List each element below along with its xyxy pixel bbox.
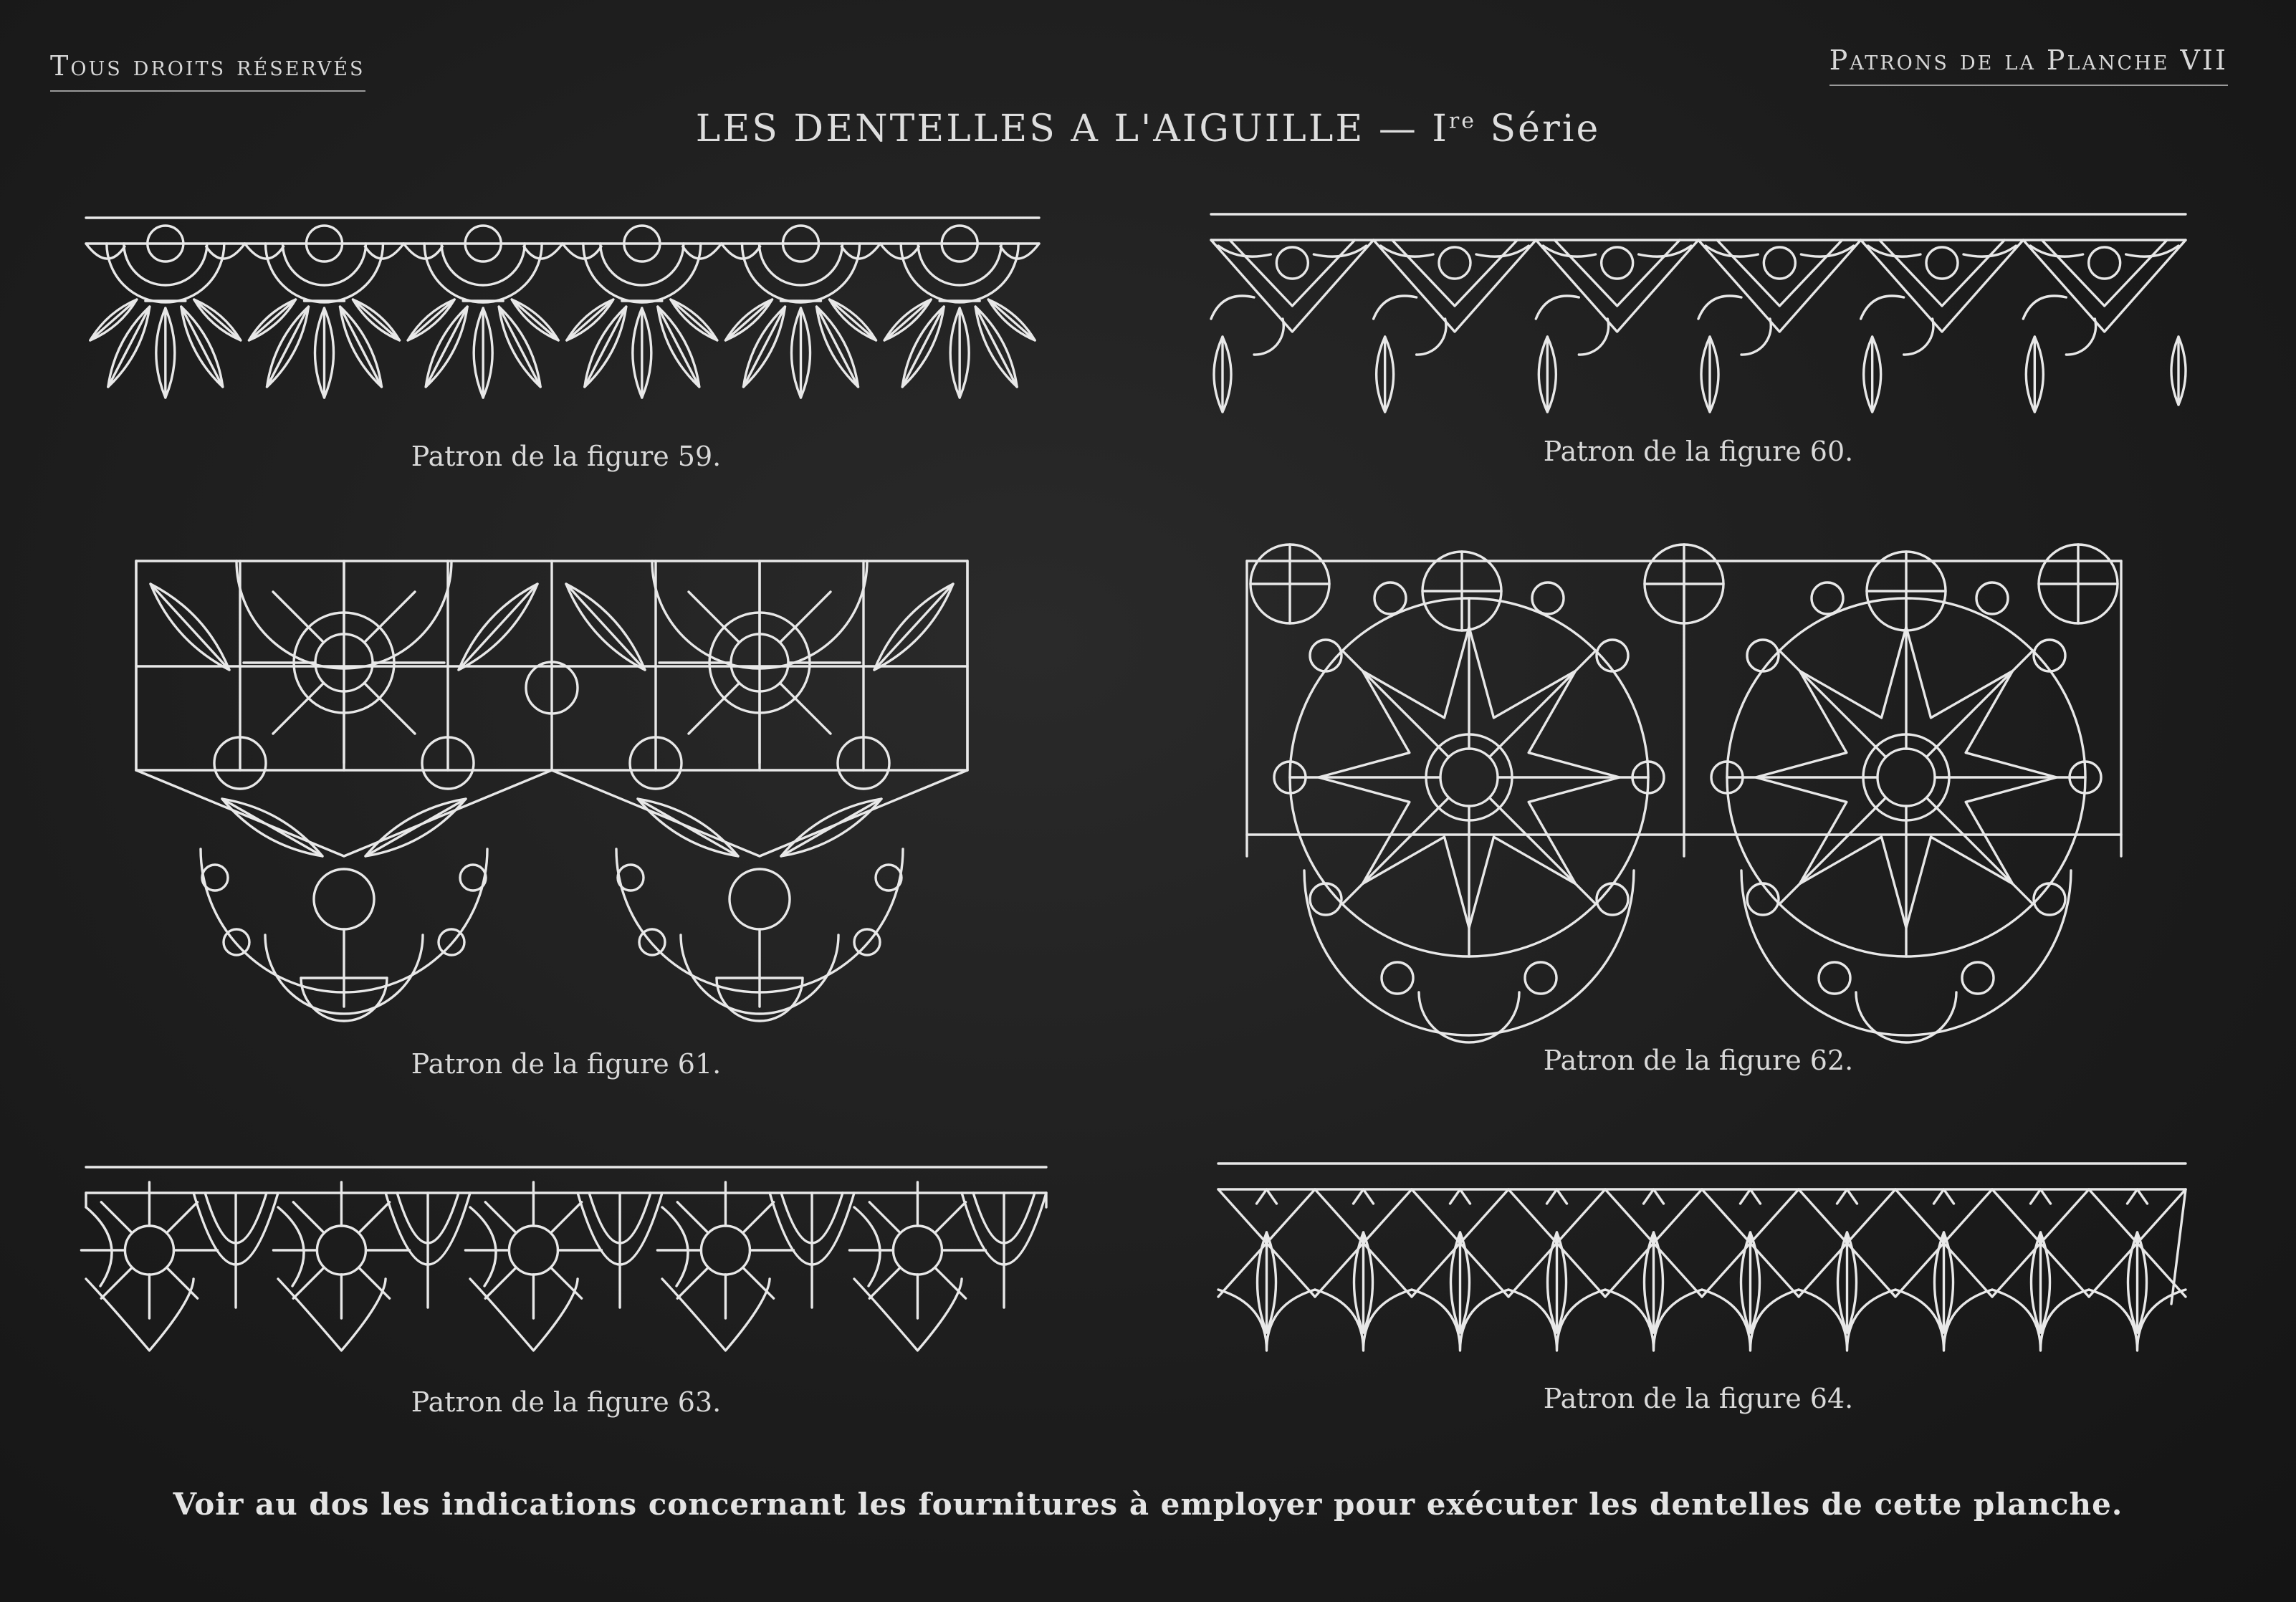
- lace-path: [1706, 246, 1758, 256]
- lace-path: [1644, 1189, 1664, 1204]
- lace-circle: [1382, 962, 1413, 994]
- page-title: [0, 107, 2296, 150]
- lace-line: [638, 799, 738, 856]
- lace-path: [1254, 319, 1283, 355]
- lace-circle: [1532, 582, 1564, 614]
- lace-line: [566, 584, 645, 670]
- lace-circle: [876, 865, 901, 891]
- lace-circle: [314, 869, 374, 929]
- lace-line: [353, 299, 400, 340]
- lace-path: [2031, 1189, 2051, 1204]
- title-superscript: re: [1448, 108, 1477, 134]
- lace-line: [1926, 797, 2032, 903]
- lace-line: [293, 1267, 324, 1298]
- lace-line: [884, 299, 931, 340]
- lace-path: [662, 1207, 688, 1286]
- lace-circle: [1602, 247, 1633, 279]
- lace-path: [880, 244, 919, 259]
- lace-path: [854, 1279, 962, 1351]
- lace-pattern-63: [86, 1164, 1053, 1372]
- lace-line: [150, 584, 229, 670]
- lace-line: [365, 799, 466, 856]
- lace-path: [662, 1279, 770, 1351]
- lace-path: [1354, 1189, 1374, 1204]
- lace-path: [278, 1279, 386, 1351]
- lace-path: [760, 244, 843, 285]
- lace-path: [2023, 296, 2066, 319]
- lace-circle: [730, 869, 790, 929]
- caption-figure-60: Patron de la figure 60.: [1543, 436, 1854, 467]
- lace-line: [364, 592, 415, 643]
- caption-figure-62: Patron de la figure 62.: [1543, 1045, 1854, 1076]
- lace-path: [441, 244, 525, 285]
- lace-path: [854, 1207, 880, 1286]
- lace-path: [1741, 1189, 1761, 1204]
- lace-path: [1837, 1189, 1857, 1204]
- lace-path: [1741, 319, 1771, 355]
- lace-line: [485, 1267, 516, 1298]
- lace-line: [1779, 797, 1885, 903]
- lace-pattern-62: [1247, 555, 2135, 1028]
- lace-line: [689, 592, 740, 643]
- lace-path: [1934, 1189, 1954, 1204]
- lace-line: [2171, 1189, 2186, 1304]
- lace-path: [2128, 1189, 2148, 1204]
- lace-path: [1374, 296, 1417, 319]
- lace-circle: [460, 865, 486, 891]
- title-suffix: Série: [1476, 107, 1601, 150]
- lace-path: [1801, 246, 1853, 256]
- lace-line: [101, 1267, 132, 1298]
- lace-line: [550, 1202, 581, 1233]
- lace-circle: [2089, 247, 2120, 279]
- lace-path: [683, 244, 722, 259]
- lace-path: [86, 244, 125, 259]
- lace-circle: [1812, 582, 1843, 614]
- lace-path: [722, 244, 760, 259]
- lace-line: [364, 683, 415, 734]
- lace-path: [283, 244, 366, 285]
- lace-path: [1543, 246, 1595, 256]
- lace-path: [206, 244, 245, 259]
- lace-line: [742, 1202, 773, 1233]
- lace-path: [245, 244, 284, 259]
- lace-path: [1861, 296, 1904, 319]
- title-main: LES DENTELLES A L'AIGUILLE — I: [695, 107, 1449, 150]
- lace-path: [1000, 244, 1039, 259]
- lace-line: [780, 592, 831, 643]
- lace-path: [1417, 319, 1446, 355]
- lace-line: [567, 299, 613, 340]
- lace-path: [1218, 246, 1271, 256]
- footer-note: Voir au dos les indications concernant les fournitures à employer pour exécuter les dentelles de cette planche.: [173, 1487, 2123, 1522]
- lace-path: [1450, 1189, 1470, 1204]
- lace-circle: [1764, 247, 1795, 279]
- lace-line: [249, 299, 296, 340]
- lace-line: [358, 1202, 389, 1233]
- lace-path: [403, 244, 442, 259]
- lace-circle: [1976, 582, 2008, 614]
- lace-line: [90, 299, 137, 340]
- lace-line: [726, 299, 772, 340]
- lace-line: [781, 799, 881, 856]
- lace-path: [1476, 246, 1529, 256]
- lace-path: [1639, 246, 1691, 256]
- lace-line: [1489, 797, 1595, 903]
- lace-circle: [1962, 962, 1994, 994]
- lace-path: [563, 244, 601, 259]
- lace-line: [988, 299, 1035, 340]
- lace-path: [2126, 246, 2178, 256]
- lace-path: [1579, 319, 1608, 355]
- caption-figure-61: Patron de la figure 61.: [411, 1048, 722, 1080]
- lace-line: [874, 584, 953, 670]
- rights-reserved-note: Tous droits réservés: [50, 50, 365, 92]
- lace-path: [2030, 246, 2082, 256]
- lace-path: [1257, 1189, 1277, 1204]
- lace-path: [470, 1207, 496, 1286]
- lace-line: [830, 299, 876, 340]
- lace-line: [677, 1267, 708, 1298]
- lace-line: [273, 592, 324, 643]
- lace-line: [273, 683, 324, 734]
- lace-path: [524, 244, 563, 259]
- lace-line: [1342, 651, 1448, 757]
- lace-line: [512, 299, 558, 340]
- lace-line: [934, 1202, 965, 1233]
- lace-line: [408, 299, 454, 340]
- lace-path: [601, 244, 684, 285]
- lace-line: [869, 1267, 900, 1298]
- lace-path: [470, 1279, 578, 1351]
- lace-path: [365, 244, 403, 259]
- lace-circle: [1819, 962, 1850, 994]
- lace-path: [1904, 319, 1933, 355]
- lace-pattern-64: [1218, 1161, 2193, 1368]
- caption-figure-59: Patron de la figure 59.: [411, 441, 722, 472]
- lace-circle: [1926, 247, 1958, 279]
- lace-line: [1489, 651, 1595, 757]
- lace-path: [1211, 296, 1254, 319]
- lace-circle: [1276, 247, 1308, 279]
- lace-path: [2066, 319, 2095, 355]
- lace-pattern-61: [136, 555, 982, 1028]
- lace-path: [918, 244, 1001, 285]
- plate-reference: Patrons de la Planche VII: [1829, 44, 2228, 86]
- lace-line: [689, 683, 740, 734]
- lace-pattern-60: [1211, 211, 2193, 419]
- lace-line: [780, 683, 831, 734]
- lace-line: [459, 584, 537, 670]
- lace-path: [86, 1207, 112, 1286]
- lace-line: [1779, 651, 1885, 757]
- lace-line: [222, 799, 322, 856]
- lace-path: [136, 770, 967, 856]
- lace-circle: [1439, 247, 1470, 279]
- lace-path: [1536, 296, 1579, 319]
- lace-path: [1547, 1189, 1567, 1204]
- caption-figure-63: Patron de la figure 63.: [411, 1386, 722, 1418]
- lace-circle: [618, 865, 644, 891]
- lace-path: [124, 244, 207, 285]
- lace-path: [1698, 296, 1741, 319]
- lace-line: [166, 1202, 197, 1233]
- lace-path: [841, 244, 880, 259]
- lace-circle: [1374, 582, 1406, 614]
- lace-path: [278, 1207, 304, 1286]
- lace-line: [194, 299, 241, 340]
- lace-line: [671, 299, 717, 340]
- lace-line: [1342, 797, 1448, 903]
- lace-circle: [202, 865, 228, 891]
- lace-path: [1381, 246, 1433, 256]
- lace-path: [1868, 246, 1920, 256]
- lace-circle: [1525, 962, 1556, 994]
- lace-path: [86, 1279, 193, 1351]
- lace-pattern-59: [86, 215, 1046, 423]
- lace-path: [1314, 246, 1366, 256]
- caption-figure-64: Patron de la figure 64.: [1543, 1383, 1854, 1414]
- lace-line: [1926, 651, 2032, 757]
- lace-path: [1963, 246, 2016, 256]
